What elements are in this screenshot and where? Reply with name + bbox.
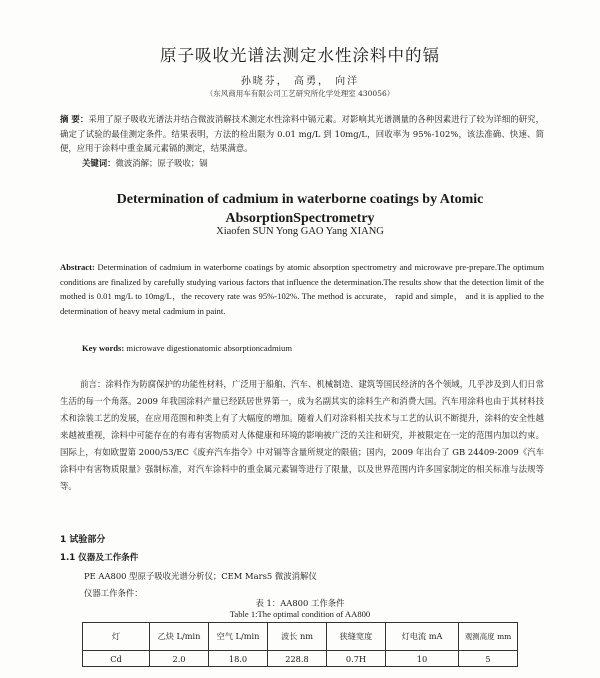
paper-title-en: Determination of cadmium in waterborne coatings by Atomic AbsorptionSpectrometry — [116, 192, 484, 226]
abstract-en-text: Determination of cadmium in waterborne coatings by atomic absorption spectrometry and microwave pre-prepare.The optimum conditions are finalized by carefully studying various factors that influence the determination.The results show that the detection limit of the mothed is 0.01 mg/L to 10mg/L，the recovery rate was 95%-102%. The method is accurate， rapid and simple， and it is applied to the determination of heavy metal cadmium in paint. — [60, 262, 544, 316]
table-row — [83, 651, 518, 667]
table-caption-cn: 表 1：AA800 工作条件 — [255, 598, 345, 608]
abstract-en-label: Abstract: — [60, 262, 95, 272]
introduction — [60, 376, 544, 495]
keywords-en-label: Key words: — [82, 343, 125, 353]
keywords-cn-text: 微波消解；原子吸收；镉 — [115, 158, 208, 168]
abstract-cn-text: 采用了原子吸收光谱法并结合微波消解技术测定水性涂料中镉元素。对影响其光谱测量的各种因素进行了较为详细的研究，确定了试验的最佳测定条件。结果表明，方法的检出限为 0.01 mg/L 到 10mg/L，回收率为 95%-102%，该法准确、快速、简便，应用于涂料中重金属元素镉的测定，结果满意。 — [60, 114, 545, 153]
table-header-cell: 狭缝宽度 — [327, 623, 386, 651]
table-header-cell: 灯 — [83, 623, 150, 651]
table-cell: 0.7H — [327, 651, 386, 667]
table-header-row — [83, 623, 518, 651]
table-header-cell — [459, 623, 518, 651]
table-header-text: 观测高度 mm — [464, 632, 512, 641]
abstract-en — [60, 260, 544, 318]
table-header-cell: 波长 nm — [268, 623, 327, 651]
abstract-cn-label: 摘 要： — [60, 114, 89, 124]
section-heading: 1 试验部分 — [60, 535, 106, 545]
table-header-cell: 乙炔 L/min — [150, 623, 209, 651]
table-header-cell: 灯电流 mA — [386, 623, 459, 651]
table-cell: 5 — [459, 651, 518, 667]
keywords-cn-label: 关键词： — [82, 158, 116, 168]
conditions-line: 仪器工作条件： — [84, 588, 143, 598]
abstract-cn — [60, 112, 544, 156]
authors-cn: 孙晓芬， 高勇， 向洋 — [240, 76, 360, 87]
table-caption-en: Table 1:The optimal condition of AA800 — [229, 609, 371, 619]
table-cell: 10 — [386, 651, 459, 667]
table-cell: 18.0 — [209, 651, 268, 667]
table-cell: 2.0 — [150, 651, 209, 667]
affiliation-cn: （东风商用车有限公司工艺研究所化学处理室 430056） — [205, 89, 395, 98]
table-header-cell: 空气 L/min — [209, 623, 268, 651]
keywords-en-text: microwave digestionatomic absorptioncadmium — [124, 343, 293, 353]
keywords-cn — [82, 157, 208, 169]
equipment-line: PE AA800 型原子吸收光谱分析仪；CEM Mars5 微波消解仪 — [84, 571, 317, 581]
table-cell: Cd — [83, 651, 150, 667]
paper-title-cn: 原子吸收光谱法测定水性涂料中的镉 — [160, 46, 440, 65]
conditions-table — [82, 622, 518, 667]
authors-en: Xiaofen SUN Yong GAO Yang XIANG — [216, 226, 384, 237]
table-cell: 228.8 — [268, 651, 327, 667]
keywords-en — [82, 343, 292, 353]
intro-paragraph: 前言：涂料作为防腐保护的功能性材料，广泛用于船舶、汽车、机械制造、建筑等国民经济的各个领域，几乎涉及到人们日常生活的每一个角落。2009 年我国涂料产量已经跃居世界第一，成为名副其实的涂料生产和消费大国。汽车用涂料也由于其材料技术和涂装工艺的发展，在应用范围和种类上有了大幅度的增加。随着人们对涂料相关技术与工艺的认识不断提升，涂料的安全性越来越被重视，涂料中可能存在的有毒有害物质对人体健康和环境的影响被广泛的关注和研究，并被限定在一定的范围内加以约束。国际上，有如欧盟第 2000/53/EC《废弃汽车指令》中对镉等含量所规定的限值；国内，2009 年出台了 GB 24409-2009《汽车涂料中有害物质限量》强制标准，对汽车涂料中的重金属元素镉等进行了限量，以及世界范围内许多国家制定的相关标准与法规等等。 — [60, 379, 544, 491]
subsection-heading: 1.1 仪器及工作条件 — [60, 553, 139, 563]
